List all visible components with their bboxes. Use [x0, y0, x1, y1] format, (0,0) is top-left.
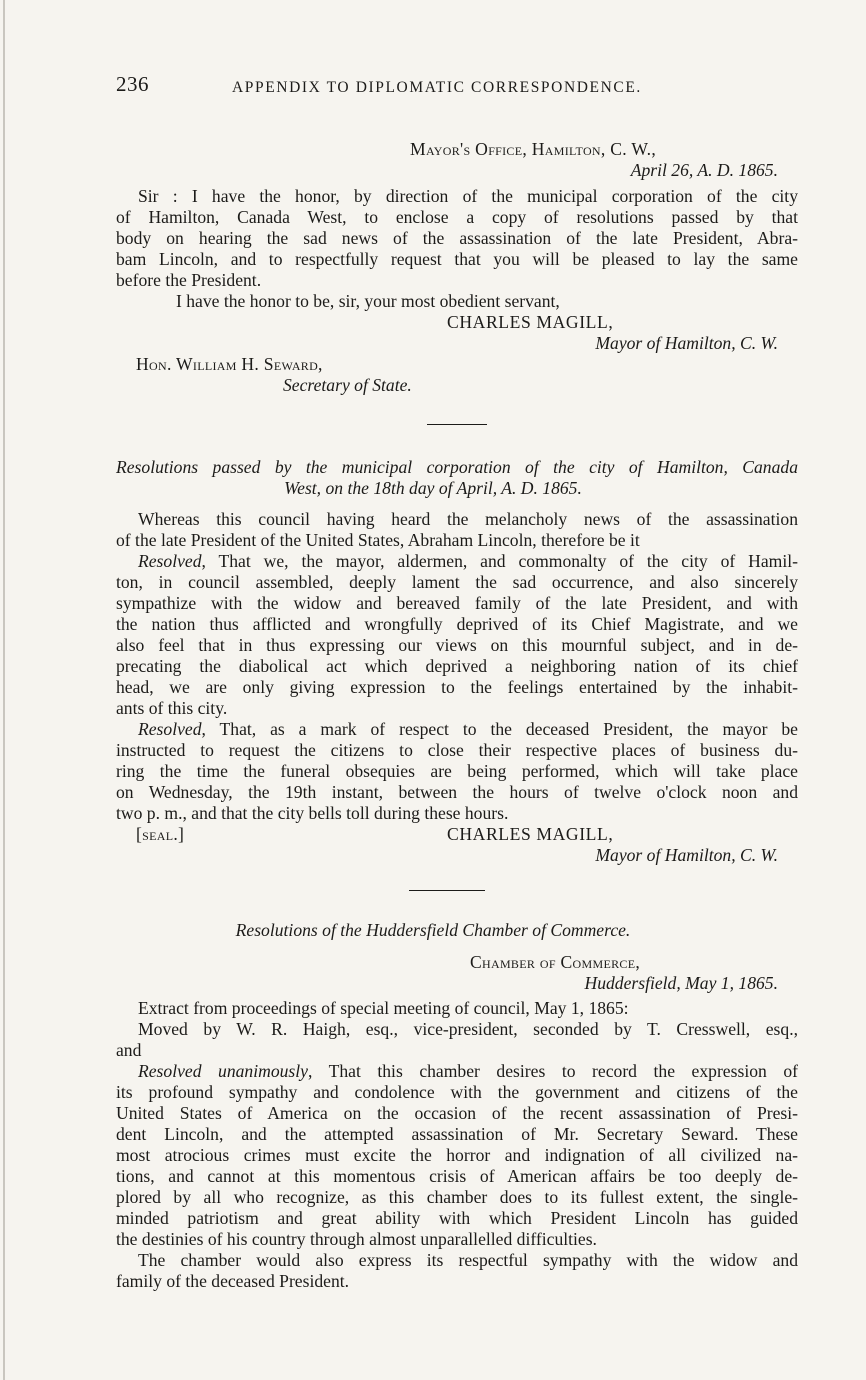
letter1-line-4: bam Lincoln, and to respectfully request that you will be pleased to lay the same	[116, 249, 798, 269]
section2-line-3: Resolved, That we, the mayor, aldermen, and commonalty of the city of Hamil-	[138, 551, 798, 571]
section3-line-7: dent Lincoln, and the attempted assassination of Mr. Secretary Seward. These	[116, 1124, 798, 1144]
section2-line-13: ring the time the funeral obsequies are being performed, which will take place	[116, 761, 798, 781]
section2-heading-line-1: Resolutions passed by the municipal corporation of the city of Hamilton, Canada	[116, 457, 798, 477]
section2-line-12: instructed to request the citizens to close their respective places of business du-	[116, 740, 798, 760]
section3-line-8: most atrocious crimes must excite the horror and indignation of all civilized na-	[116, 1145, 798, 1165]
letter1-date: April 26, A. D. 1865.	[630, 160, 778, 180]
section2-heading-line-2: West, on the 18th day of April, A. D. 1865.	[284, 478, 582, 498]
section3-line-5: its profound sympathy and condolence with the government and citizens of the	[116, 1082, 798, 1102]
section2-line-7: also feel that in thus expressing our views on this mournful subject, and in de-	[116, 635, 798, 655]
section2-signer: CHARLES MAGILL,	[447, 824, 614, 844]
letter1-signer-title: Mayor of Hamilton, C. W.	[595, 333, 778, 353]
section3-line-12: the destinies of his country through almost unparallelled difficulties.	[116, 1229, 597, 1249]
section3-date: Huddersfield, May 1, 1865.	[584, 973, 778, 993]
section2-signer-title: Mayor of Hamilton, C. W.	[595, 845, 778, 865]
letter1-addressee: Hon. William H. Seward,	[136, 354, 323, 374]
section2-line-9: head, we are only giving expression to the feelings entertained by the inhabit-	[116, 677, 798, 697]
section2-line-2: of the late President of the United States, Abraham Lincoln, therefore be it	[116, 530, 640, 550]
section3-line-3: and	[116, 1040, 142, 1060]
page-number: 236	[116, 72, 149, 96]
section3-line-10: plored by all who recognize, as this chamber does to its fullest extent, the single-	[116, 1187, 798, 1207]
section3-line-6: United States of America on the occasion of the recent assassination of Presi-	[116, 1103, 798, 1123]
letter1-line-5: before the President.	[116, 270, 262, 290]
letter1-line-3: body on hearing the sad news of the assassination of the late President, Abra-	[116, 228, 798, 248]
section2-line-11: Resolved, That, as a mark of respect to the deceased President, the mayor be	[138, 719, 798, 739]
section3-line-11: minded patriotism and great ability with which President Lincoln has guided	[116, 1208, 798, 1228]
letter1-line-2: of Hamilton, Canada West, to enclose a copy of resolutions passed by that	[116, 207, 798, 227]
section2-line-5: sympathize with the widow and bereaved family of the late President, and with	[116, 593, 798, 613]
section3-line-2: Moved by W. R. Haigh, esq., vice-president, seconded by T. Cresswell, esq.,	[138, 1019, 798, 1039]
section3-line-4: Resolved unanimously, That this chamber desires to record the expression of	[138, 1061, 798, 1081]
section2-line-15: two p. m., and that the city bells toll during these hours.	[116, 803, 509, 823]
section2-line-14: on Wednesday, the 19th instant, between the hours of twelve o'clock noon and	[116, 782, 798, 802]
section2-line-6: the nation thus afflicted and wrongfully deprived of its Chief Magistrate, and we	[116, 614, 798, 634]
section-divider-1	[427, 424, 487, 425]
section2-line-10: ants of this city.	[116, 698, 228, 718]
letter1-signer: CHARLES MAGILL,	[447, 312, 614, 332]
section3-line-14: family of the deceased President.	[116, 1271, 350, 1291]
section3-line-1: Extract from proceedings of special meeting of council, May 1, 1865:	[138, 998, 629, 1018]
section-divider-2	[409, 890, 485, 891]
letter1-addressee-title: Secretary of State.	[283, 375, 412, 395]
seal-mark: [seal.]	[136, 824, 185, 844]
section2-line-1: Whereas this council having heard the melancholy news of the assassination	[138, 509, 798, 529]
page-edge-shadow	[3, 0, 5, 1380]
letter1-line-1: Sir : I have the honor, by direction of the municipal corporation of the city	[138, 186, 798, 206]
section2-line-4: ton, in council assembled, deeply lament the sad occurrence, and also sincerely	[116, 572, 798, 592]
letter1-closing: I have the honor to be, sir, your most obedient servant,	[176, 291, 560, 311]
section2-line-8: precating the diabolical act which deprived a neighboring nation of its chief	[116, 656, 798, 676]
section3-place: Chamber of Commerce,	[470, 952, 641, 972]
section3-line-9: tions, and cannot at this momentous crisis of American affairs be too deeply de-	[116, 1166, 798, 1186]
section3-heading: Resolutions of the Huddersfield Chamber of Commerce.	[235, 920, 631, 940]
section3-line-13: The chamber would also express its respectful sympathy with the widow and	[138, 1250, 798, 1270]
letter1-place: Mayor's Office, Hamilton, C. W.,	[410, 139, 657, 159]
running-title: APPENDIX TO DIPLOMATIC CORRESPONDENCE.	[232, 79, 642, 96]
